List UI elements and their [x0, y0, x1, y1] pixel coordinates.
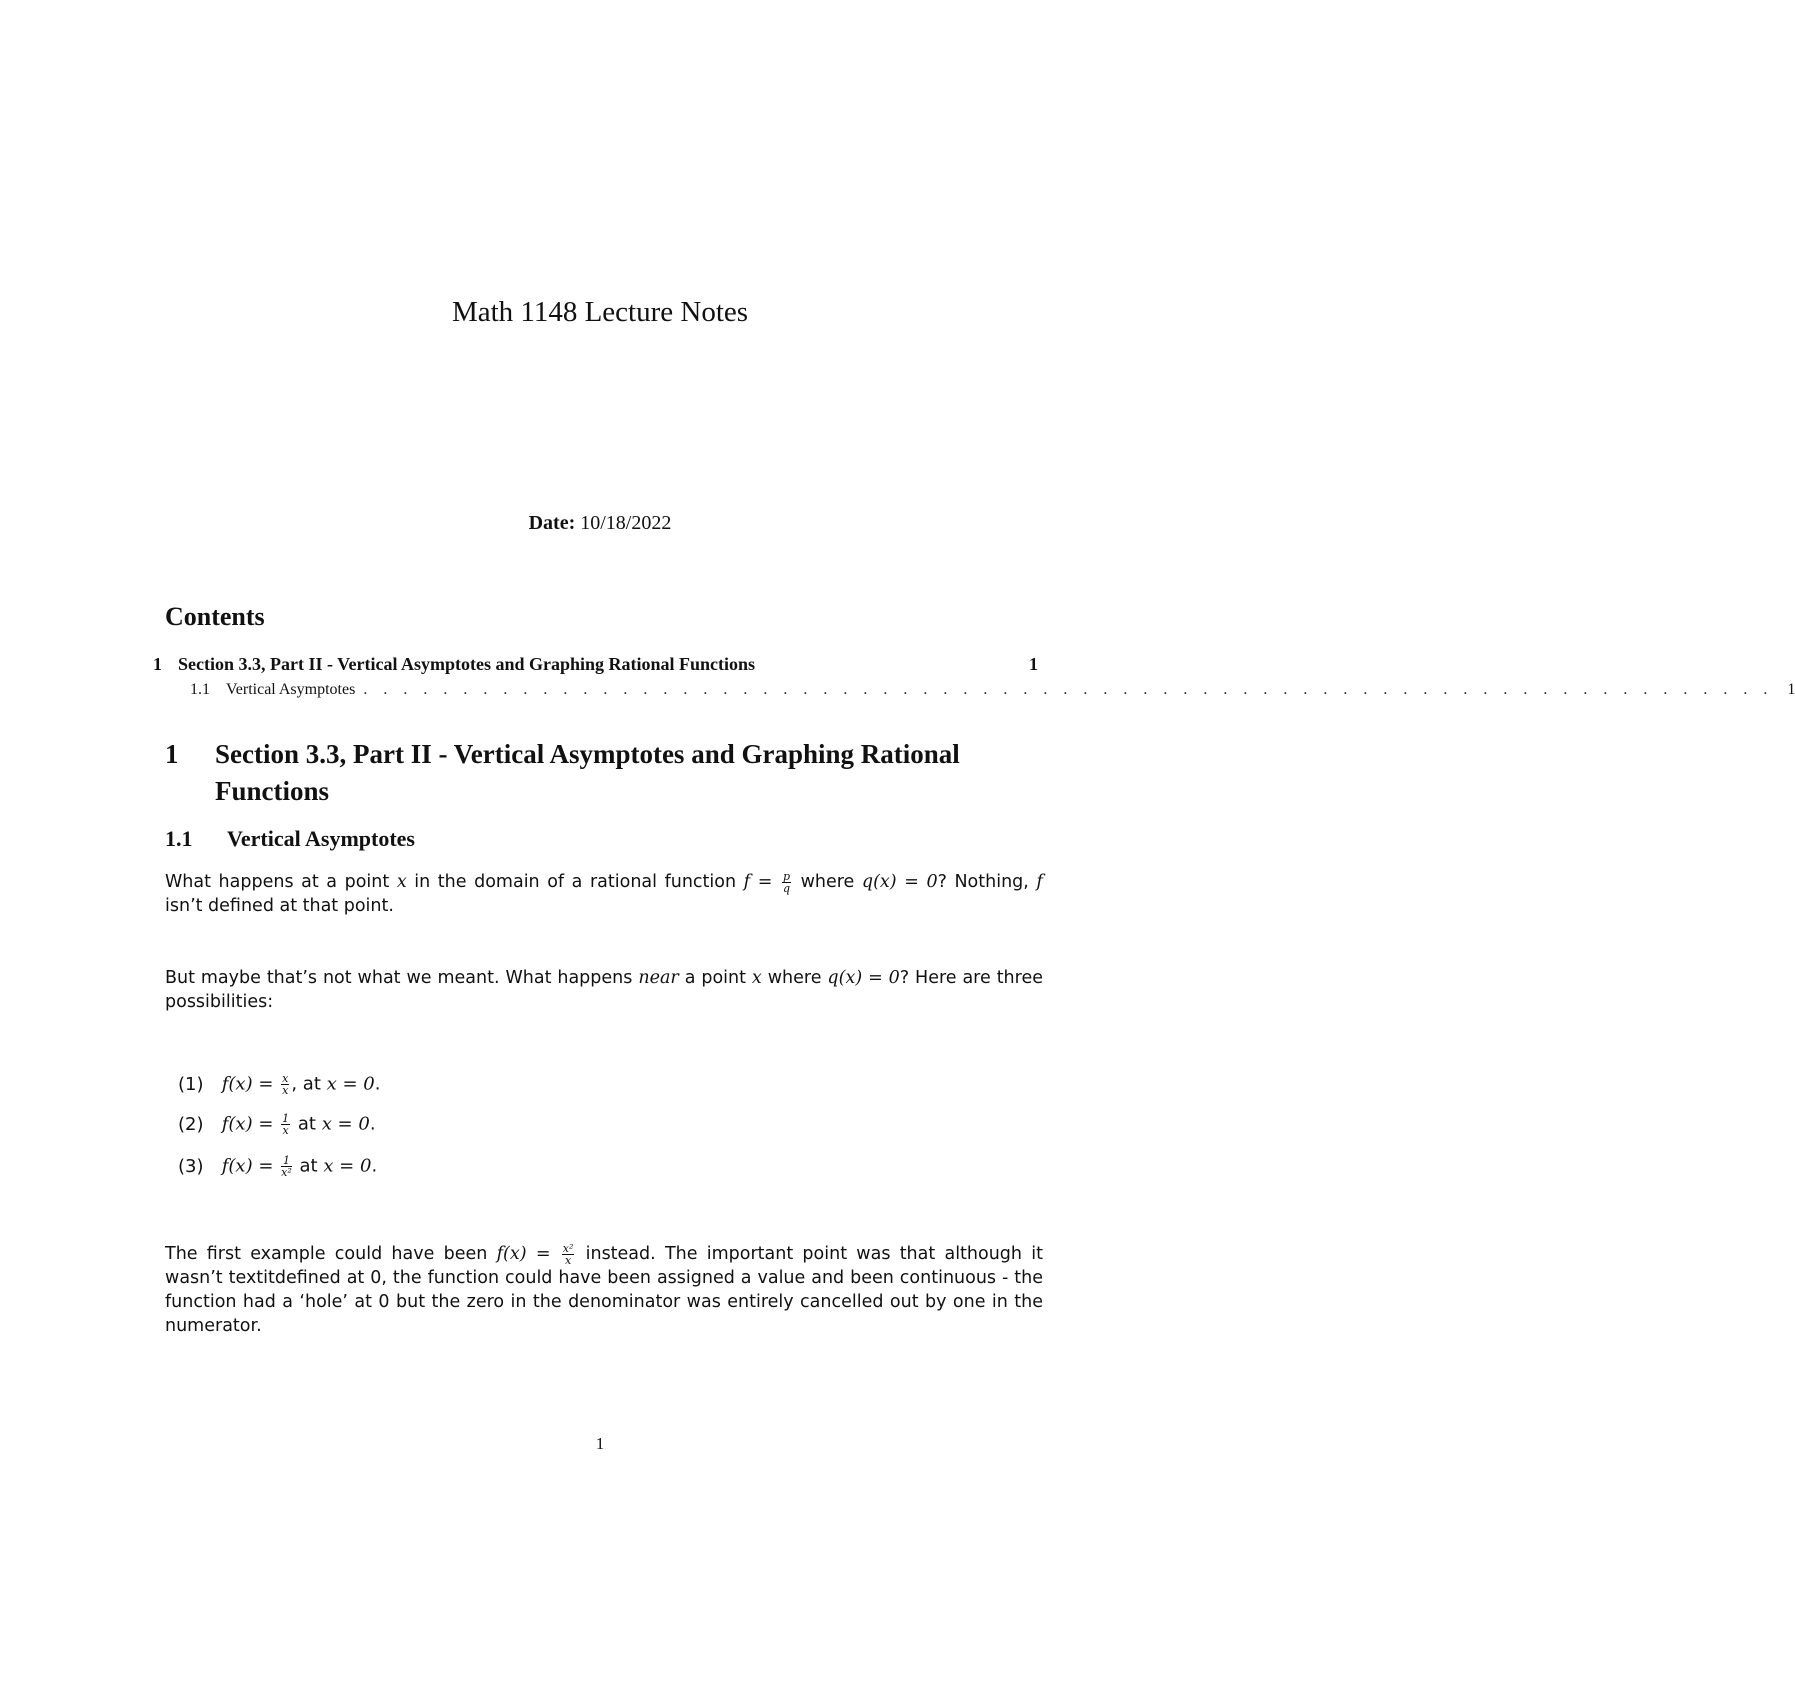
fraction: $\frac{\text{x²}}{x}$ — [562, 1241, 574, 1267]
fraction: $\frac{1}{\text{x²}}$ — [281, 1154, 292, 1179]
subsection-title: Vertical Asymptotes — [227, 826, 415, 851]
date-label: Date: — [528, 512, 576, 534]
date-value: 10/18/2022 — [580, 512, 672, 534]
toc-entry-1-1[interactable] — [190, 681, 1795, 699]
fraction-p-over-q: $\frac{p}{q}$ — [782, 869, 790, 895]
toc-entry-number: 1.1 — [190, 681, 210, 698]
section-number: 1 — [165, 739, 179, 769]
paragraph-2: But maybe that’s not what we meant. What happens near a point x where q(x) = 0? Here are three possibilities: — [165, 968, 1043, 1012]
paragraph-1: What happens at a point x in the domain of a rational function f = $\frac{p}{q}$ where q(x) = 0? Nothing, f isn’t defined at that point. — [165, 869, 1043, 916]
subsection-heading — [165, 826, 415, 852]
section-title: Section 3.3, Part II - Vertical Asymptotes and Graphing Rational Functions — [215, 739, 960, 806]
toc-entry-label: Vertical Asymptotes — [226, 681, 356, 698]
subsection-number: 1.1 — [165, 826, 193, 851]
fraction: $\frac{1}{x}$ — [282, 1112, 290, 1137]
document-title: Math 1148 Lecture Notes — [451, 296, 749, 328]
document-date — [0, 512, 1200, 535]
section-heading — [165, 736, 1045, 810]
list-item: (2) f(x) = $\frac{1}{x}$ at x = 0. — [178, 1112, 376, 1137]
toc-entry-page: 1 — [1029, 654, 1038, 674]
toc-entry-1[interactable] — [153, 654, 1038, 675]
contents-heading: Contents — [165, 602, 265, 631]
list-item: (3) f(x) = $\frac{1}{\text{x²}}$ at x = 0. — [178, 1154, 378, 1179]
toc-entry-number: 1 — [153, 654, 162, 674]
toc-entry-label: Section 3.3, Part II - Vertical Asymptotes and Graphing Rational Functions — [178, 654, 756, 674]
toc-entry-page: 1 — [1787, 681, 1795, 698]
fraction: $\frac{x}{x}$ — [282, 1072, 289, 1097]
list-item: (1) f(x) = $\frac{x}{x}$ , at x = 0. — [178, 1072, 381, 1097]
page-number: 1 — [595, 1434, 605, 1453]
paragraph-3: The first example could have been f(x) = $\frac{\text{x²}}{x}$ instead. The important point was that although it wasn’t textitdefined at 0, the function could have been assigned a value and been continuous - the function had a ‘hole’ at 0 but the zero in the denominator was entirely cancelled out by one in the numerator. — [165, 1241, 1043, 1336]
toc-leader-dots: . . . . . . . . . . . . . . . . . . . . . . . . . . . . . . . . . . . . . . . . . . . . . . . . . . . . . . . . . . . . . . . . . . . . . . . — [363, 681, 1774, 698]
